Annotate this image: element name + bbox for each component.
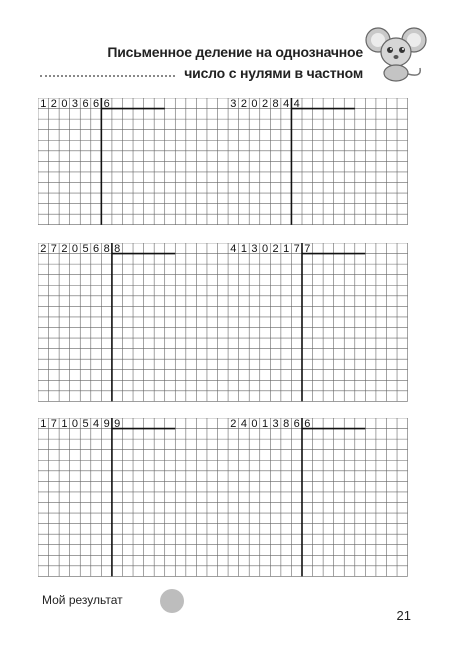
dividend-digit: 6 [82,98,89,110]
dividend-digit: 5 [82,418,89,430]
dividend-digit: 3 [71,98,79,110]
dividend-digit: 6 [93,243,100,255]
divisor-digit: 6 [103,98,110,110]
divisor-digit: 7 [304,243,311,255]
dividend-digit: 2 [61,243,68,255]
dividend-digit: 2 [40,243,47,255]
dividend-digit: 6 [93,98,100,110]
grid-block-1 [38,98,408,228]
dividend-digit: 0 [61,98,68,110]
result-circle [160,589,184,613]
dividend-digit: 7 [293,243,300,255]
page-number: 21 [396,608,411,623]
dividend-digit: 1 [240,243,247,255]
dividend-digit: 1 [61,418,68,430]
dividend-digit: 7 [50,243,57,255]
dividend-digit: 1 [261,418,269,430]
dividend-digit: 2 [50,98,57,110]
title-line-1: Письменное деление на однозначное [107,44,363,60]
dividend-digit: 7 [50,418,57,430]
grid-block-3 [38,418,408,577]
grid-block-2 [38,243,408,402]
dividend-digit: 0 [261,243,269,255]
dividend-digit: 9 [103,418,110,430]
dividend-digit: 0 [71,418,79,430]
dividend-digit: 4 [93,418,100,430]
title-line-2: число с нулями в частном [184,65,363,81]
dividend-digit: 3 [230,98,237,110]
footer-label: Мой результат [42,593,123,607]
divisor-digit: 4 [293,98,300,110]
dividend-digit: 2 [240,98,247,110]
dividend-digit: 0 [71,243,79,255]
dividend-digit: 4 [240,418,247,430]
dividend-digit: 8 [283,418,290,430]
dividend-digit: 3 [272,418,279,430]
dividend-digit: 8 [103,243,110,255]
dividend-digit: 1 [40,98,47,110]
grid-svg-2 [38,243,408,402]
dividend-digit: 2 [272,243,279,255]
dividend-digit: 4 [230,243,237,255]
dividend-digit: 2 [261,98,269,110]
dividend-digit: 4 [283,98,290,110]
dividend-digit: 0 [251,98,258,110]
dividend-digit: 5 [82,243,89,255]
dividend-digit: 8 [272,98,279,110]
grid-svg-1 [38,98,408,228]
dividend-digit: 0 [251,418,258,430]
divisor-digit: 8 [114,243,121,255]
dividend-digit: 1 [283,243,290,255]
title-dots [40,75,175,77]
grid-svg-3 [38,418,408,577]
dividend-digit: 6 [293,418,300,430]
dividend-digit: 1 [40,418,47,430]
dividend-digit: 2 [230,418,237,430]
mouse-mascot-icon [364,24,428,82]
divisor-digit: 9 [114,418,121,430]
divisor-digit: 6 [304,418,311,430]
dividend-digit: 3 [251,243,258,255]
